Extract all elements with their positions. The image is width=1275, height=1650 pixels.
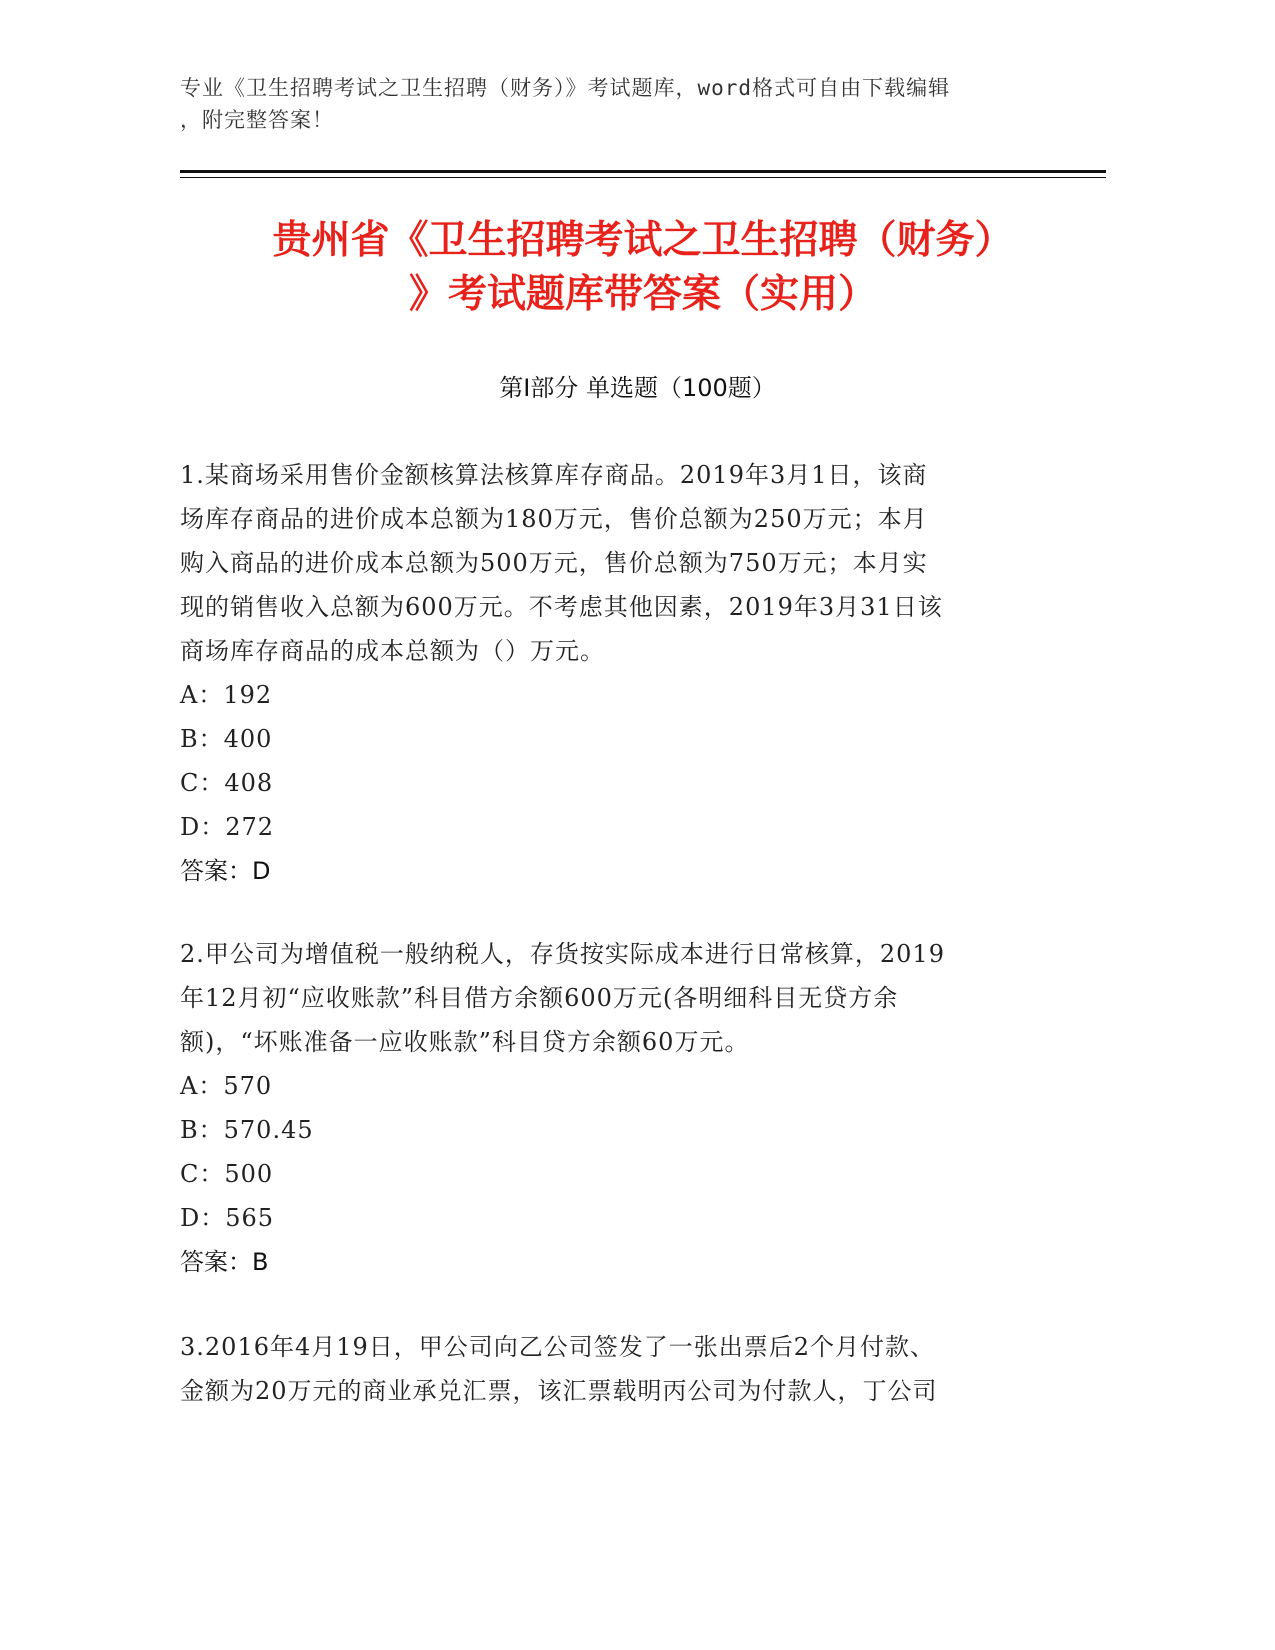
option-a: A：570 — [180, 1072, 273, 1100]
option-b: B：400 — [180, 725, 273, 753]
question-2 — [180, 932, 1040, 1284]
question-stem-line: 年12月初“应收账款”科目借方余额600万元(各明细科目无贷方余 — [180, 984, 899, 1012]
section-title: 第I部分 单选题（100题） — [499, 374, 776, 402]
page-title-line-1: 贵州省《卫生招聘考试之卫生招聘（财务） — [272, 218, 1014, 263]
option-d: D：565 — [180, 1204, 275, 1232]
question-stem-line: 2.甲公司为增值税一般纳税人，存货按实际成本进行日常核算，2019 — [180, 940, 945, 968]
question-stem-line: 商场库存商品的成本总额为（）万元。 — [180, 637, 605, 665]
option-c: C：500 — [180, 1160, 274, 1188]
question-stem-line: 购入商品的进价成本总额为500万元，售价总额为750万元；本月实 — [180, 549, 928, 577]
page-title — [160, 214, 1126, 322]
option-a: A：192 — [180, 681, 273, 709]
option-c: C：408 — [180, 769, 274, 797]
header-note-line-1: 专业《卫生招聘考试之卫生招聘（财务）》考试题库，word格式可自由下载编辑 — [180, 76, 951, 100]
question-3 — [180, 1325, 1040, 1413]
header-divider-thin — [180, 177, 1106, 178]
option-d: D：272 — [180, 813, 275, 841]
question-stem-line: 额)，“坏账准备一应收账款”科目贷方余额60万元。 — [180, 1028, 750, 1056]
page-title-line-2: 》考试题库带答案（实用） — [408, 272, 877, 317]
answer: 答案：B — [180, 1248, 269, 1276]
header-divider-thick — [180, 170, 1106, 173]
header-note-line-2: ，附完整答案！ — [180, 108, 334, 132]
question-stem-line: 1.某商场采用售价金额核算法核算库存商品。2019年3月1日，该商 — [180, 461, 928, 489]
option-b: B：570.45 — [180, 1116, 314, 1144]
question-stem-line: 3.2016年4月19日，甲公司向乙公司签发了一张出票后2个月付款、 — [180, 1333, 936, 1361]
question-stem-line: 场库存商品的进价成本总额为180万元，售价总额为250万元；本月 — [180, 505, 928, 533]
answer: 答案：D — [180, 857, 271, 885]
question-1 — [180, 453, 1040, 893]
question-stem-line: 金额为20万元的商业承兑汇票，该汇票载明丙公司为付款人，丁公司 — [180, 1377, 938, 1405]
header-note — [180, 72, 1060, 136]
question-stem-line: 现的销售收入总额为600万元。不考虑其他因素，2019年3月31日该 — [180, 593, 943, 621]
